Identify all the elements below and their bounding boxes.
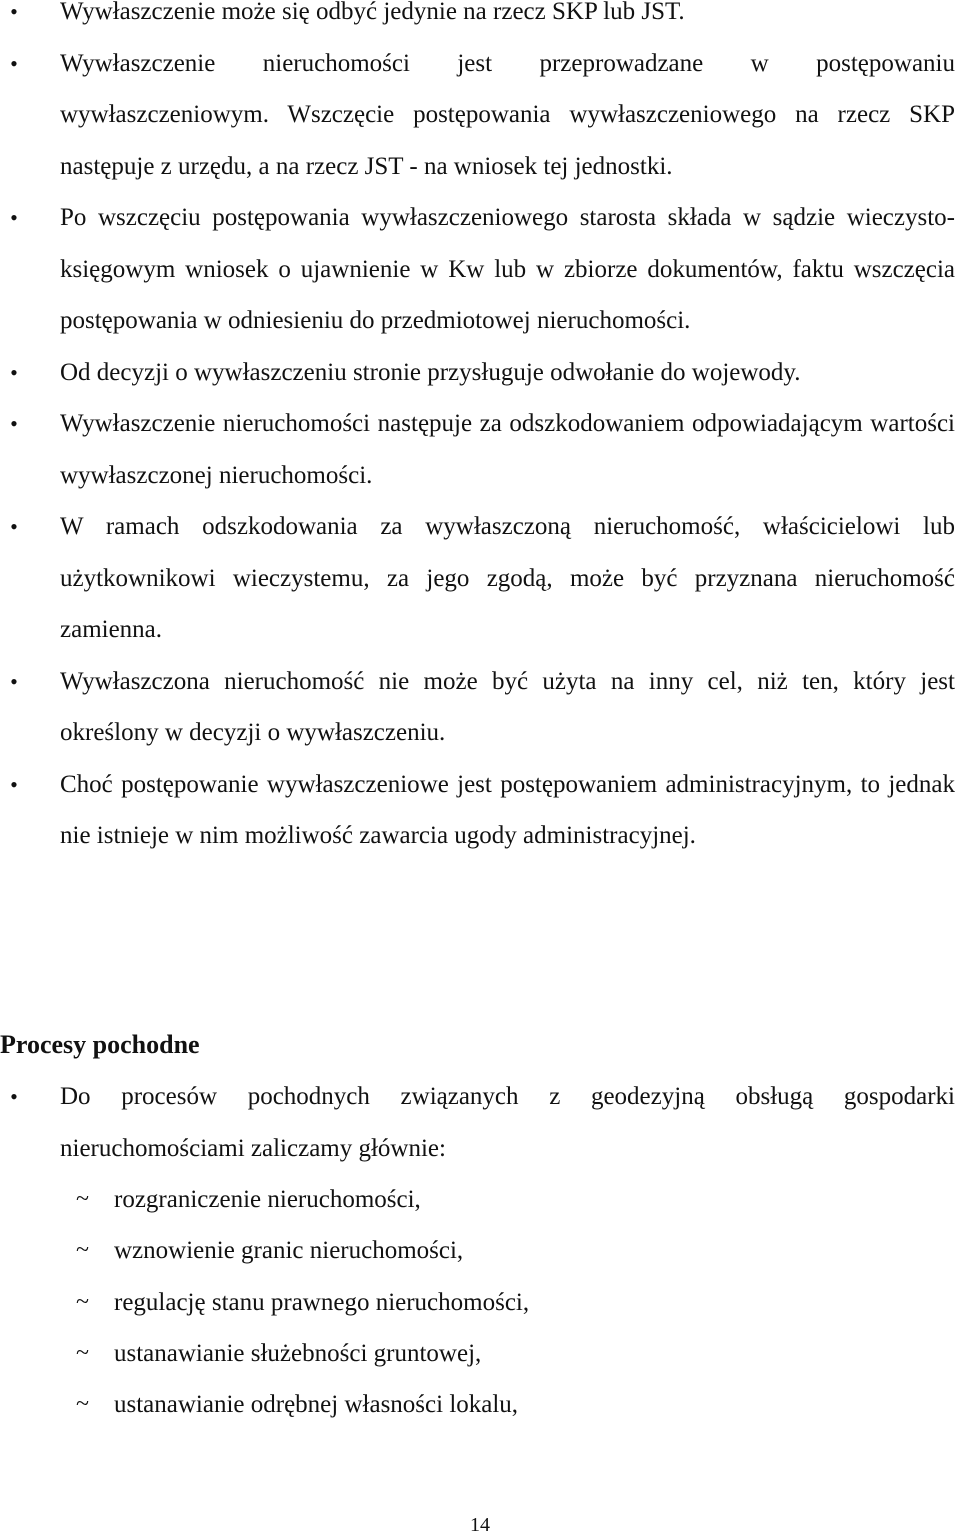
sub-list-processes [0, 1174, 960, 1430]
list-item [0, 0, 960, 38]
tilde-bullet-icon: ~ [76, 1237, 89, 1264]
list-item-text: Wywłaszczenie nieruchomości jest przeprowadzane w postępowaniu wywłaszczeniowym. Wszczęcie postępowania wywłaszczeniowego na rzecz SKP następuje z urzędu, a na rzecz JST - na wniosek tej jednostki. [60, 49, 955, 180]
bullet-icon: • [10, 771, 18, 797]
bullet-icon: • [10, 411, 18, 436]
list-item-text: W ramach odszkodowania za wywłaszczoną nieruchomość, właścicielowi lub użytkownikowi wieczystemu, za jego zgodą, może być przyznana nieruchomość zamienna. [60, 513, 955, 643]
sub-list-item-text: rozgraniczenie nieruchomości, [114, 1186, 421, 1213]
tilde-bullet-icon: ~ [76, 1339, 89, 1366]
list-item-text: Od decyzji o wywłaszczeniu stronie przysługuje odwołanie do wojewody. [60, 358, 801, 386]
list-item [0, 1071, 960, 1174]
section-heading: Procesy pochodne [0, 1030, 200, 1059]
tilde-bullet-icon: ~ [76, 1391, 89, 1418]
bullet-icon: • [10, 50, 18, 76]
list-item [0, 192, 960, 347]
sub-list-item [0, 1174, 960, 1225]
sub-list-item [0, 1277, 960, 1328]
sub-list-item-text: ustanawianie służebności gruntowej, [114, 1339, 482, 1367]
bullet-icon: • [10, 0, 18, 24]
sub-list-item [0, 1328, 960, 1379]
tilde-bullet-icon: ~ [76, 1288, 89, 1315]
tilde-bullet-icon: ~ [76, 1186, 89, 1212]
sub-list-item-text: wznowienie granic nieruchomości, [114, 1237, 464, 1265]
bullet-icon: • [10, 668, 18, 694]
list-item [0, 501, 960, 656]
bullet-list-derived-processes [0, 1071, 960, 1174]
list-item [0, 656, 960, 759]
bullet-icon: • [10, 205, 18, 230]
list-item [0, 38, 960, 193]
list-item-text: Do procesów pochodnych związanych z geodezyjną obsługą gospodarki nieruchomościami zaliczamy głównie: [60, 1083, 955, 1162]
list-item-text: Wywłaszczenie nieruchomości następuje za odszkodowaniem odpowiadającym wartości wywłaszczonej nieruchomości. [60, 410, 955, 489]
sub-list-item [0, 1225, 960, 1276]
list-item [0, 759, 960, 862]
bullet-icon: • [10, 1084, 18, 1109]
bullet-icon: • [10, 359, 18, 385]
list-item [0, 347, 960, 399]
sub-list-item [0, 1379, 960, 1430]
sub-list-item-text: regulację stanu prawnego nieruchomości, [114, 1288, 530, 1316]
sub-list-item-text: ustanawianie odrębnej własności lokalu, [114, 1391, 519, 1419]
list-item [0, 398, 960, 501]
bullet-icon: • [10, 514, 18, 539]
list-item-text: Choć postępowanie wywłaszczeniowe jest postępowaniem administracyjnym, to jednak nie istnieje w nim możliwość zawarcia ugody administracyjnej. [60, 770, 955, 849]
list-item-text: Wywłaszczona nieruchomość nie może być użyta na inny cel, niż ten, który jest określony w decyzji o wywłaszczeniu. [60, 667, 955, 746]
list-item-text: Po wszczęciu postępowania wywłaszczeniowego starosta składa w sądzie wieczysto-księgowym wniosek o ujawnienie w Kw lub w zbiorze dokumentów, faktu wszczęcia postępowania w odniesieniu do przedmiotowej nieruchomości. [60, 204, 955, 334]
page-number: 14 [470, 1514, 490, 1536]
list-item-text: Wywłaszczenie może się odbyć jedynie na rzecz SKP lub JST. [60, 0, 685, 25]
